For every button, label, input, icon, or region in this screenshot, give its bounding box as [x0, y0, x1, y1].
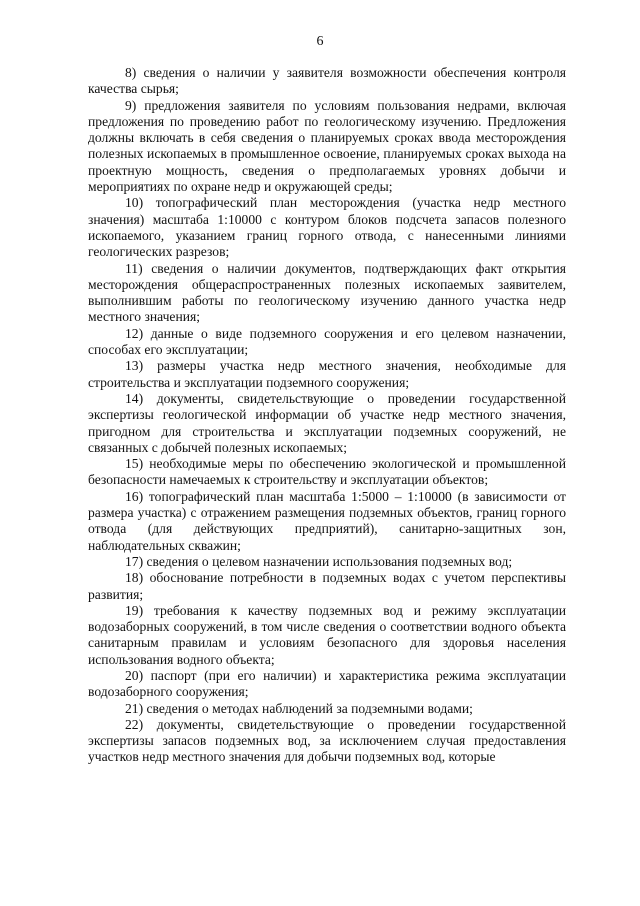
- paragraph-item-22: 22) документы, свидетельствующие о проведении государственной экспертизы запасов подземных вод, за исключением случая предоставления участков недр местного значения для добычи подземных вод, которые: [88, 716, 566, 765]
- paragraph-item-17: 17) сведения о целевом назначении использования подземных вод;: [125, 553, 513, 569]
- paragraph-item-21: 21) сведения о методах наблюдений за подземными водами;: [125, 700, 473, 716]
- paragraph-item-11: 11) сведения о наличии документов, подтверждающих факт открытия месторождения общераспространенных полезных ископаемых заявителем, выполнившим работы по геологическому изучению данного участка недр местного значения;: [88, 260, 566, 325]
- page-number: 6: [316, 34, 324, 49]
- paragraph-item-8: 8) сведения о наличии у заявителя возможности обеспечения контроля качества сырья;: [88, 65, 566, 97]
- paragraph-item-12: 12) данные о виде подземного сооружения и его целевом назначении, способах его эксплуатации;: [88, 325, 566, 358]
- paragraph-item-16: 16) топографический план масштаба 1:5000 – 1:10000 (в зависимости от размера участка) с отражением размещения подземных объектов, границ горного отвода (для действующих предприятий), санитарно-защитных зон, наблюдательных скважин;: [88, 488, 566, 553]
- paragraph-item-9: 9) предложения заявителя по условиям пользования недрами, включая предложения по проведению работ по геологическому изучению. Предложения должны включать в себя сведения о планируемых сроках ввода месторождения полезных ископаемых в промышленное освоение, планируемых сроках выхода на проектную мощность, сведения о предполагаемых уровнях добычи и мероприятиях по охране недр и окружающей среды;: [88, 97, 566, 195]
- document-body: [88, 65, 566, 766]
- paragraph-item-13: 13) размеры участка недр местного значения, необходимые для строительства и эксплуатации подземного сооружения;: [88, 358, 566, 390]
- paragraph-item-10: 10) топографический план месторождения (участка недр местного значения) масштаба 1:10000 с контуром блоков подсчета запасов полезного ископаемого, указанием границ горного отвода, с нанесенными линиями геологических разрезов;: [88, 195, 566, 260]
- paragraph-item-20: 20) паспорт (при его наличии) и характеристика режима эксплуатации водозаборного сооружения;: [88, 667, 566, 700]
- paragraph-item-18: 18) обоснование потребности в подземных водах с учетом перспективы развития;: [88, 570, 566, 602]
- paragraph-item-19: 19) требования к качеству подземных вод и режиму эксплуатации водозаборных сооружений, в том числе сведения о соответствии водного объекта санитарным правилам и условиям безопасного для здоровья населения использования водного объекта;: [88, 602, 566, 667]
- paragraph-item-15: 15) необходимые меры по обеспечению экологической и промышленной безопасности намечаемых к строительству и эксплуатации объектов;: [88, 456, 566, 488]
- paragraph-item-14: 14) документы, свидетельствующие о проведении государственной экспертизы геологической информации об участке недр местного значения, пригодном для строительства и эксплуатации подземных сооружений, не связанных с добычей полезных ископаемых;: [88, 390, 566, 455]
